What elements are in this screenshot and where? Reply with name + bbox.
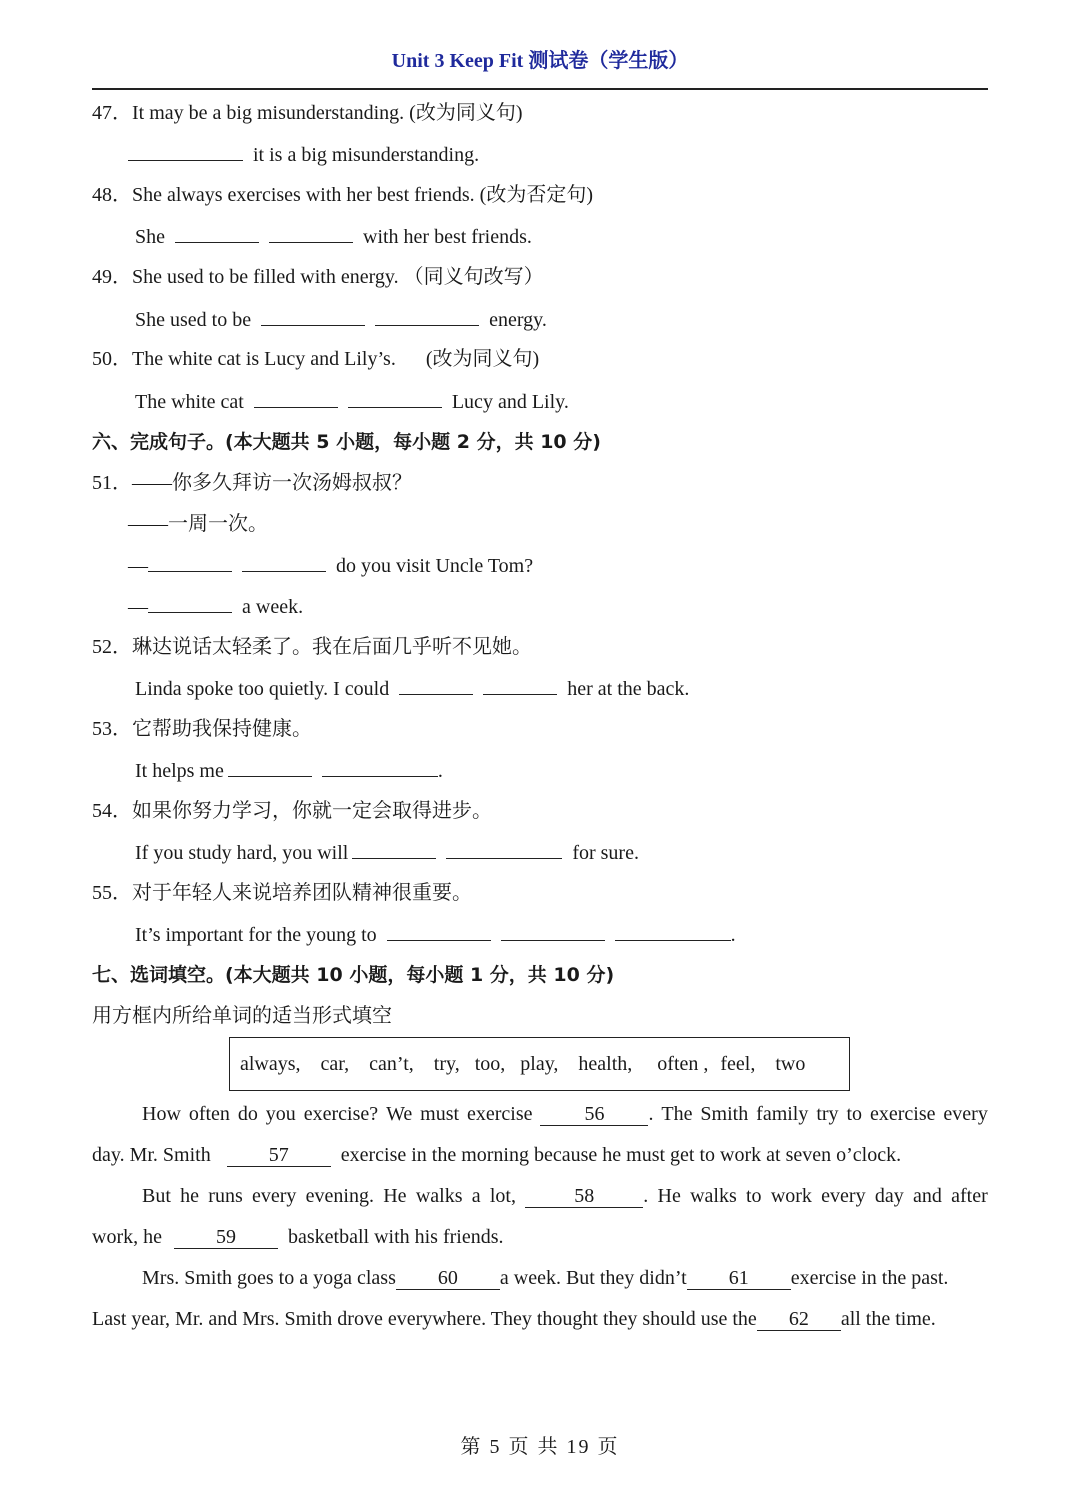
page-number: 第 5 页 共 19 页 xyxy=(460,1436,620,1458)
passage-word: exercise? xyxy=(303,1103,379,1125)
question-48 xyxy=(92,181,593,209)
question-55 xyxy=(92,879,472,907)
answer-blank[interactable] xyxy=(322,756,438,777)
blank-59[interactable]: 59 xyxy=(174,1226,278,1249)
answer-after: it is a big misunderstanding. xyxy=(253,144,480,166)
passage-word: you xyxy=(265,1103,296,1125)
section-6-title: 六、完成句子。(本大题共 5 小题，每小题 2 分，共 10 分) xyxy=(92,431,601,453)
answer-line-47 xyxy=(128,140,479,169)
passage-word: he xyxy=(180,1185,200,1207)
question-text: She used to be filled with energy. （同义句改写） xyxy=(132,266,544,288)
page-header xyxy=(0,44,1080,73)
question-text: It may be a big misunderstanding. (改为同义句) xyxy=(132,102,523,124)
passage-line-6 xyxy=(92,1305,988,1333)
dash: — xyxy=(128,596,148,618)
answer-after: do you visit Uncle Tom? xyxy=(336,555,534,577)
answer-before: The white cat xyxy=(135,391,244,413)
word-option: can’t, xyxy=(369,1052,414,1075)
answer-before: It helps me xyxy=(135,760,224,782)
blank-61[interactable]: 61 xyxy=(687,1267,791,1290)
answer-line-52 xyxy=(135,674,689,703)
answer-blank[interactable] xyxy=(242,551,326,572)
question-number: 50． xyxy=(92,348,132,370)
answer-before: She used to be xyxy=(135,309,252,331)
passage-word: We xyxy=(386,1103,413,1125)
answer-line-55 xyxy=(135,920,736,949)
question-note: (改为同义句) xyxy=(425,348,540,370)
passage-word: walks xyxy=(690,1185,737,1207)
answer-blank[interactable] xyxy=(269,222,353,243)
answer-blank[interactable] xyxy=(352,838,436,859)
question-47 xyxy=(92,99,523,127)
passage-text: work, he xyxy=(92,1226,162,1248)
passage-word: He xyxy=(383,1185,407,1207)
question-number: 47． xyxy=(92,102,132,124)
answer-blank[interactable] xyxy=(501,920,605,941)
passage-word: to xyxy=(746,1185,762,1207)
passage-word: The xyxy=(661,1103,693,1125)
passage-text: exercise in the past. xyxy=(790,1267,949,1289)
passage-word: must xyxy=(420,1103,460,1125)
question-text: 如果你努力学习，你就一定会取得进步。 xyxy=(132,800,492,822)
question-text: The white cat is Lucy and Lily’s. xyxy=(132,348,396,370)
question-text: ——你多久拜访一次汤姆叔叔？ xyxy=(132,472,412,494)
answer-blank[interactable] xyxy=(446,838,562,859)
header-title: Unit 3 Keep Fit 测试卷（学生版） xyxy=(391,50,689,72)
answer-blank[interactable] xyxy=(348,387,442,408)
question-number: 49． xyxy=(92,266,132,288)
question-text: She always exercises with her best friends. (改为否定句) xyxy=(132,184,593,206)
answer-blank[interactable] xyxy=(483,674,557,695)
passage-word: and xyxy=(912,1185,942,1207)
question-text: 它帮助我保持健康。 xyxy=(132,718,312,740)
passage-word: day xyxy=(874,1185,904,1207)
word-option: two xyxy=(775,1052,806,1075)
word-option: always, xyxy=(240,1052,301,1075)
passage-word: walks xyxy=(415,1185,463,1207)
question-text: 琳达说话太轻柔了。我在后面几乎听不见她。 xyxy=(132,636,532,658)
question-50 xyxy=(92,345,539,373)
passage-word: exercise xyxy=(467,1103,533,1125)
section-7-instruction: 用方框内所给单词的适当形式填空 xyxy=(92,1005,392,1027)
word-option: feel, xyxy=(720,1052,756,1075)
passage-word: try xyxy=(816,1103,839,1125)
passage-text: basketball with his friends. xyxy=(287,1226,504,1248)
blank-58[interactable]: 58 xyxy=(525,1185,643,1208)
passage-text: Last year, Mr. and Mrs. Smith drove everywhere. They thought they should use the xyxy=(92,1308,757,1330)
passage-word: How xyxy=(142,1103,181,1125)
answer-line-51b xyxy=(128,592,303,621)
answer-after: energy. xyxy=(489,309,547,331)
word-option: try, xyxy=(433,1052,460,1075)
answer-after: for sure. xyxy=(572,842,639,864)
passage-text: Mrs. Smith goes to a yoga class xyxy=(142,1267,396,1289)
answer-after: . xyxy=(437,760,443,782)
word-option: health, xyxy=(578,1052,633,1075)
passage-line-2 xyxy=(92,1141,988,1169)
passage-line-3: But he runs every evening. He walks a lot, 58 . He walks to work every day and after xyxy=(142,1182,988,1210)
header-divider xyxy=(92,88,988,90)
passage-word: lot, xyxy=(489,1185,516,1207)
question-number: 48． xyxy=(92,184,132,206)
passage-word: to xyxy=(846,1103,863,1125)
passage-word: runs xyxy=(208,1185,243,1207)
passage-line-1: How often do you exercise? We must exercise 56 . The Smith family try to exercise every xyxy=(142,1100,988,1128)
question-number: 51． xyxy=(92,472,132,494)
answer-blank[interactable] xyxy=(261,305,365,326)
passage-word: He xyxy=(657,1185,681,1207)
passage-word: after xyxy=(951,1185,988,1207)
answer-after: her at the back. xyxy=(567,678,690,700)
word-option: often , xyxy=(657,1052,709,1075)
answer-before: She xyxy=(135,226,165,248)
question-51-line2: ——一周一次。 xyxy=(128,513,268,535)
question-number: 54． xyxy=(92,800,132,822)
answer-after: . xyxy=(730,924,736,946)
question-51 xyxy=(92,469,412,497)
question-number: 55． xyxy=(92,882,132,904)
passage-line-4 xyxy=(92,1223,988,1251)
answer-blank[interactable] xyxy=(375,305,479,326)
question-text: 对于年轻人来说培养团队精神很重要。 xyxy=(132,882,472,904)
passage-word: every xyxy=(252,1185,297,1207)
section-7-title: 七、选词填空。(本大题共 10 小题，每小题 1 分，共 10 分) xyxy=(92,964,615,986)
question-53 xyxy=(92,715,312,743)
answer-blank[interactable] xyxy=(228,756,312,777)
passage-text: a week. But they didn’t xyxy=(499,1267,687,1289)
passage-text: all the time. xyxy=(840,1308,936,1330)
question-49 xyxy=(92,263,544,291)
answer-after: a week. xyxy=(242,596,304,618)
passage-word: every xyxy=(821,1185,866,1207)
word-option: too, xyxy=(474,1052,506,1075)
answer-blank[interactable] xyxy=(148,592,232,613)
page-footer xyxy=(0,1430,1080,1459)
passage-word: often xyxy=(188,1103,230,1125)
passage-word: evening. xyxy=(305,1185,374,1207)
passage-word: exercise xyxy=(869,1103,936,1125)
word-box xyxy=(229,1037,850,1091)
answer-blank[interactable] xyxy=(254,387,338,408)
passage-word: a xyxy=(471,1185,481,1207)
answer-blank[interactable] xyxy=(615,920,731,941)
answer-line-49 xyxy=(135,305,547,334)
answer-line-50 xyxy=(135,387,569,416)
passage-word: work xyxy=(770,1185,812,1207)
blank-60[interactable]: 60 xyxy=(396,1267,500,1290)
passage-line-5 xyxy=(142,1264,988,1292)
passage-text: exercise in the morning because he must get to work at seven o’clock. xyxy=(340,1144,902,1166)
answer-blank[interactable] xyxy=(128,140,243,161)
answer-before: It’s important for the young to xyxy=(135,924,377,946)
word-option: play, xyxy=(520,1052,559,1075)
answer-line-51a xyxy=(128,551,533,580)
answer-before: If you study hard, you will xyxy=(135,842,349,864)
word-option: car, xyxy=(320,1052,350,1075)
answer-blank[interactable] xyxy=(148,551,232,572)
answer-before: Linda spoke too quietly. I could xyxy=(135,678,390,700)
answer-line-48 xyxy=(135,222,532,251)
answer-blank[interactable] xyxy=(399,674,473,695)
passage-word: But xyxy=(142,1185,171,1207)
answer-line-54 xyxy=(135,838,639,867)
dash: — xyxy=(128,555,148,577)
blank-57[interactable]: 57 xyxy=(227,1144,331,1167)
question-52 xyxy=(92,633,532,661)
answer-blank[interactable] xyxy=(175,222,259,243)
passage-word: Smith xyxy=(700,1103,749,1125)
answer-blank[interactable] xyxy=(387,920,491,941)
blank-62[interactable]: 62 xyxy=(757,1308,841,1331)
question-54 xyxy=(92,797,492,825)
question-number: 53． xyxy=(92,718,132,740)
question-number: 52． xyxy=(92,636,132,658)
answer-after: Lucy and Lily. xyxy=(451,391,569,413)
passage-text: day. Mr. Smith xyxy=(92,1144,211,1166)
passage-word: family xyxy=(756,1103,809,1125)
passage-word: every xyxy=(943,1103,988,1125)
passage-word: do xyxy=(237,1103,258,1125)
answer-line-53 xyxy=(135,756,443,785)
answer-after: with her best friends. xyxy=(363,226,532,248)
blank-56[interactable]: 56 xyxy=(540,1103,648,1126)
